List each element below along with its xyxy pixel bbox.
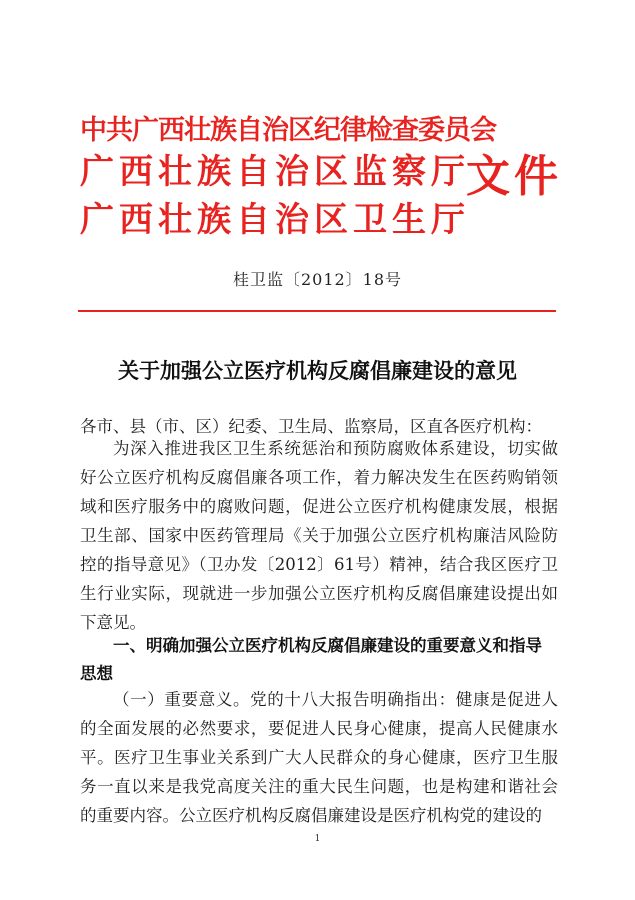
document-number: 桂卫监〔2012〕18号 xyxy=(232,270,403,289)
issuer-line-supervision-department: 广西壮族自治区监察厅 xyxy=(80,152,470,192)
intro-paragraph: 为深入推进我区卫生系统惩治和预防腐败体系建设，切实做好公立医疗机构反腐倡廉各项工作，着力解决发生在医药购销领域和医疗服务中的腐败问题，促进公立医疗机构健康发展，根据卫生部、国家中医药管理局《关于加强公立医疗机构廉洁风险防控的指导意见》（卫办发〔2012〕61号）精神，结合我区医疗卫生行业实际，现就进一步加强公立医疗机构反腐倡廉建设提出如下意见。 xyxy=(80,439,558,632)
addressee-line: 各市、县（市、区）纪委、卫生局、监察局，区直各医疗机构： xyxy=(80,417,542,436)
page-number: 1 xyxy=(314,834,321,844)
body-paragraph: （一）重要意义。党的十八大报告明确指出：健康是促进人的全面发展的必然要求，要促进人民身心健康，提高人民健康水平。医疗卫生事业关系到广大人民群众的身心健康，医疗卫生服务一直以来是我党高度关注的重大民生问题，也是构建和谐社会的重要内容。公立医疗机构反腐倡廉建设是医疗机构党的建设的 xyxy=(80,690,558,825)
issuer-line-discipline-commission: 中共广西壮族自治区纪律检查委员会 xyxy=(80,115,496,146)
issuer-line-health-department: 广西壮族自治区卫生厅 xyxy=(80,200,470,240)
section-heading-1: 一、明确加强公立医疗机构反腐倡廉建设的重要意义和指导思想 xyxy=(80,636,542,683)
red-divider-line xyxy=(78,310,556,312)
document-type-label: 文件 xyxy=(466,151,562,202)
document-title: 关于加强公立医疗机构反腐倡廉建设的意见 xyxy=(118,358,517,383)
